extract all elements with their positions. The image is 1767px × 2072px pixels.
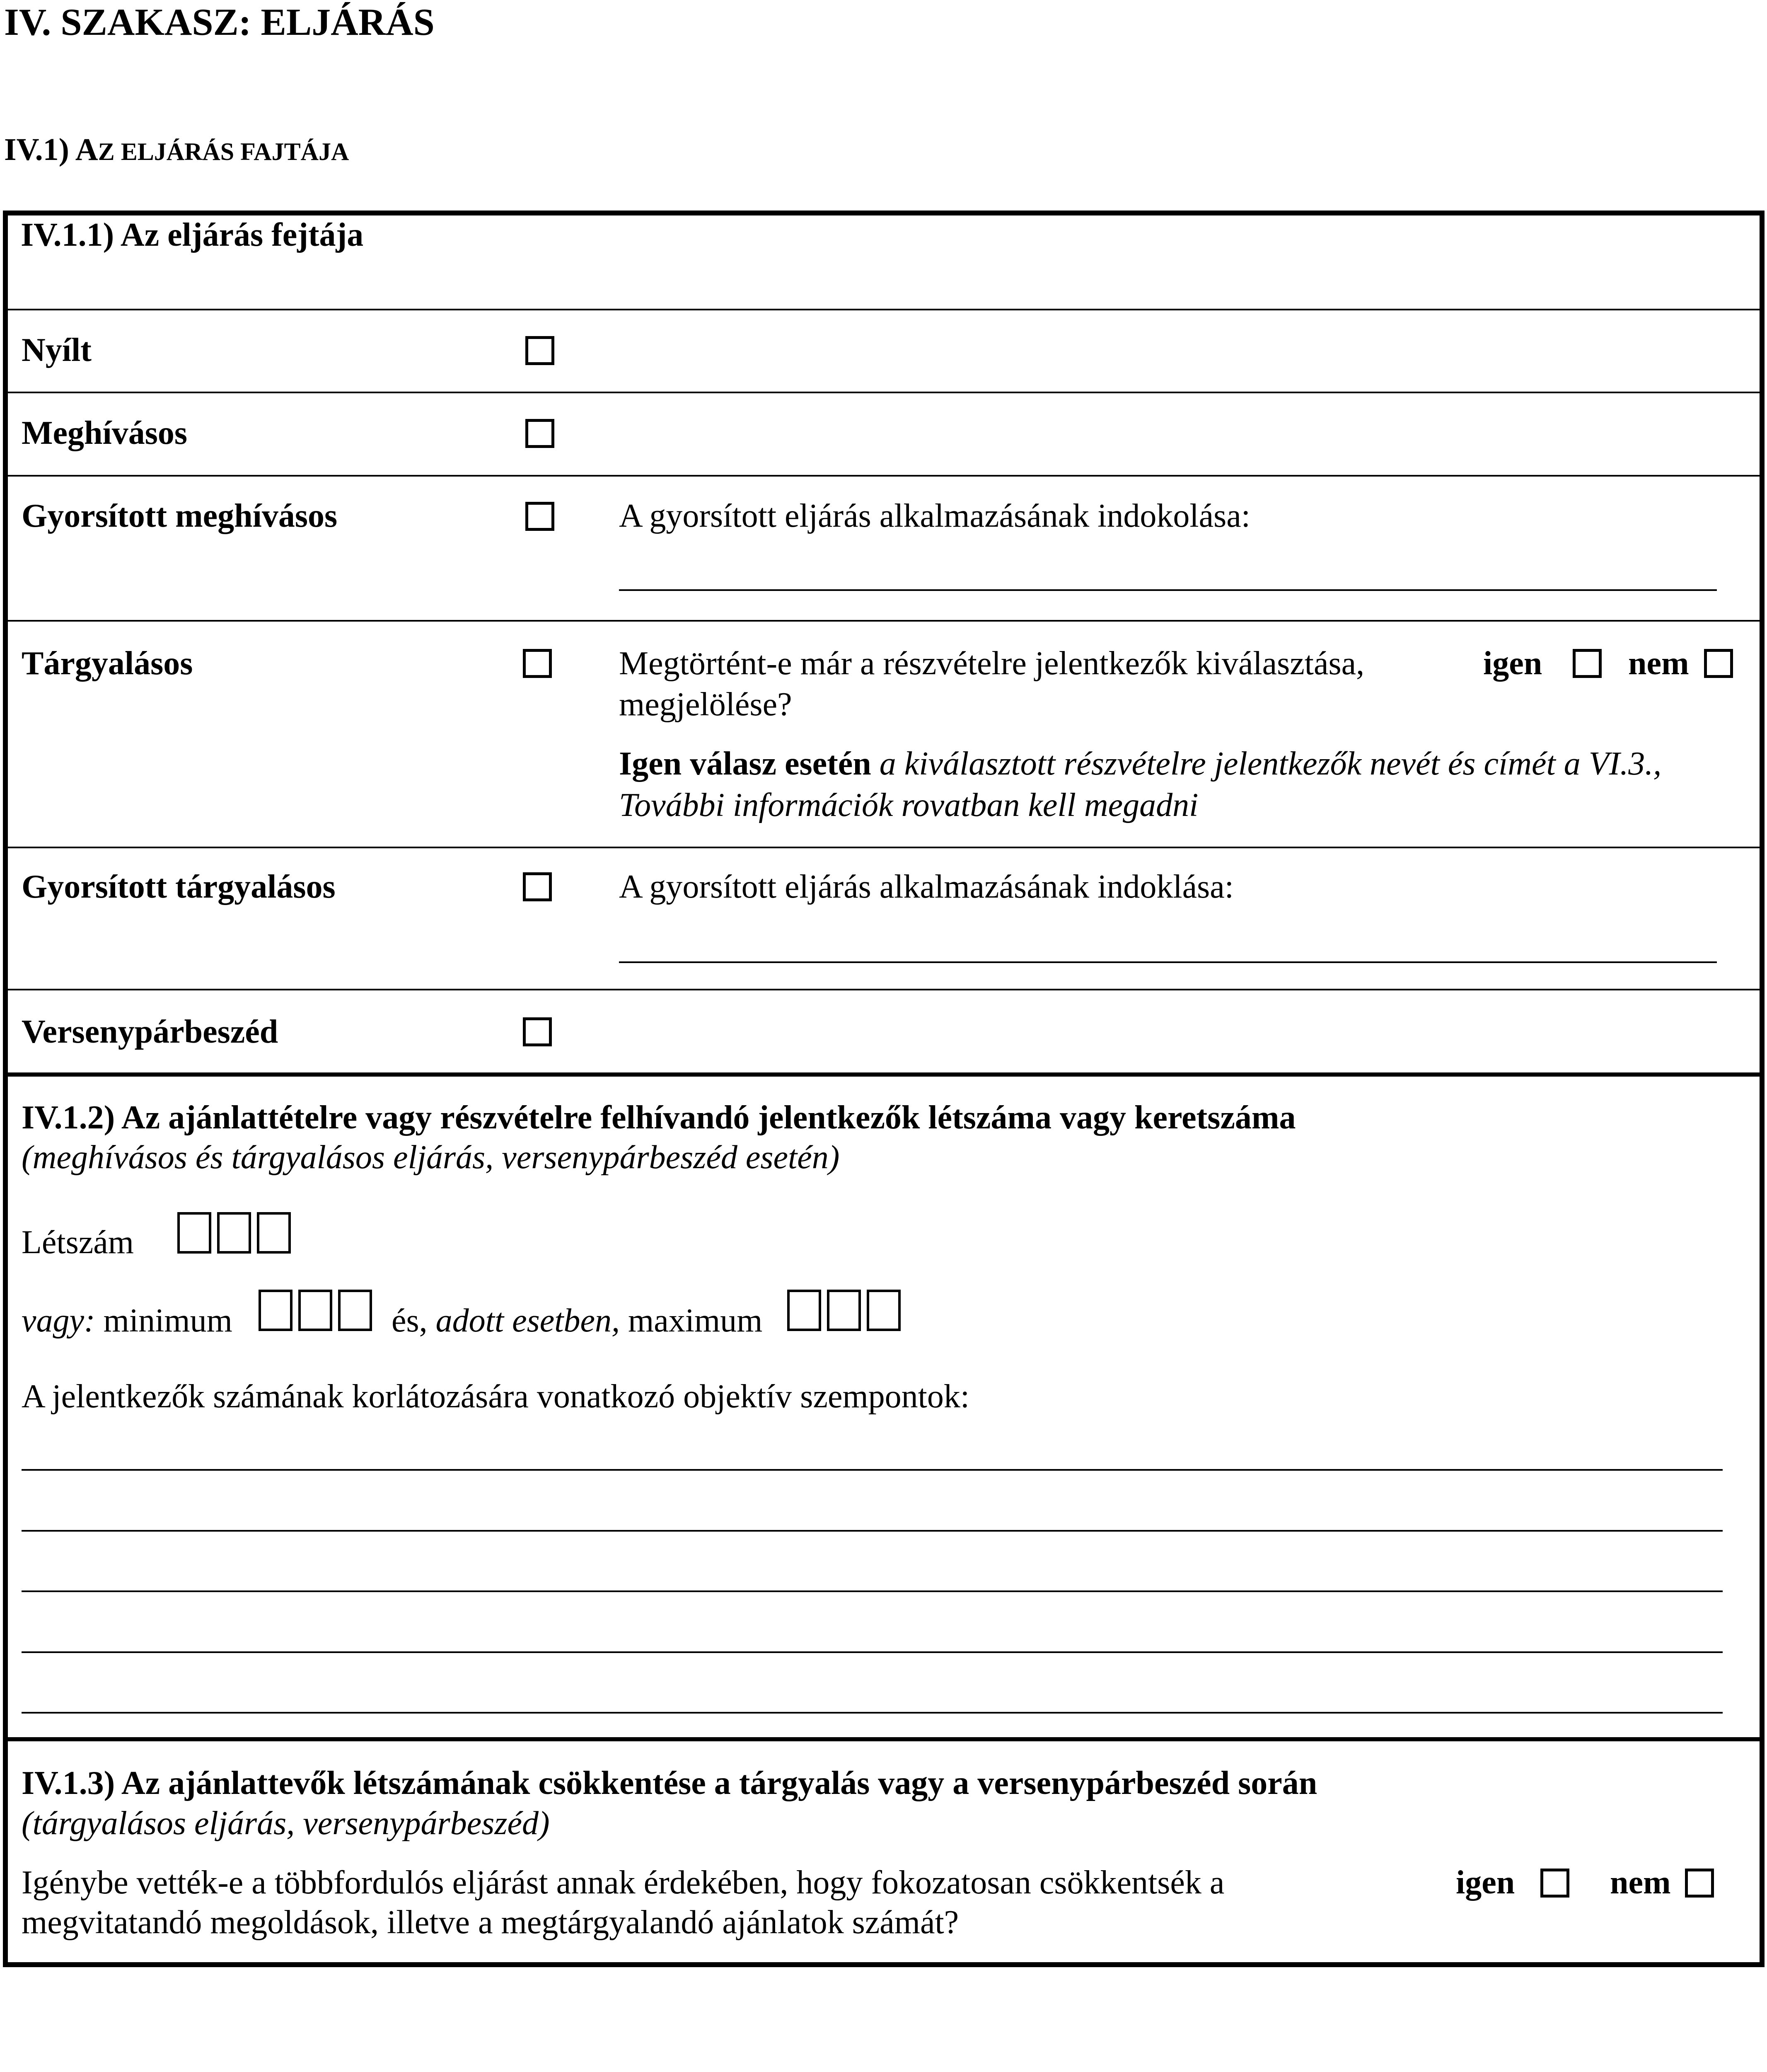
optional-label: adott esetben,	[427, 1302, 620, 1339]
checkbox-reduction-no[interactable]	[1685, 1869, 1714, 1898]
no-label: nem	[1628, 645, 1689, 682]
row-label-gyorsitott-meghivasos: Gyorsított meghívásos	[22, 498, 338, 534]
checkbox-selection-no[interactable]	[1704, 649, 1733, 678]
checkbox-gyorsitott-meghivasos[interactable]	[525, 502, 554, 531]
block-divider	[3, 1072, 1765, 1077]
checkbox-reduction-yes[interactable]	[1540, 1869, 1569, 1898]
max-label: maximum	[619, 1302, 763, 1339]
max-digit-1[interactable]	[787, 1290, 821, 1331]
max-digit-2[interactable]	[827, 1290, 861, 1331]
block2-subheading: (meghívásos és tárgyalásos eljárás, versenypárbeszéd esetén)	[22, 1139, 840, 1176]
or-label: vagy:	[22, 1302, 95, 1339]
selection-question-line2: megjelölése?	[619, 686, 792, 723]
row-divider	[3, 475, 1765, 477]
count-label: Létszám	[22, 1224, 134, 1261]
reason-input-line[interactable]	[619, 589, 1717, 591]
max-digit-3[interactable]	[867, 1290, 901, 1331]
criteria-input-line[interactable]	[22, 1651, 1723, 1653]
yes-label: igen	[1483, 645, 1542, 682]
checkbox-selection-yes[interactable]	[1573, 649, 1602, 678]
reason-label: A gyorsított eljárás alkalmazásának indokolása:	[619, 498, 1250, 534]
criteria-input-line[interactable]	[22, 1590, 1723, 1592]
checkbox-nyilt[interactable]	[525, 336, 554, 365]
block2-heading: IV.1.2) Az ajánlattételre vagy részvételre felhívandó jelentkezők létszáma vagy keretszáma	[22, 1099, 1296, 1136]
row-divider	[3, 989, 1765, 990]
no-label: nem	[1610, 1864, 1671, 1901]
row-label-meghivasos: Meghívásos	[22, 415, 187, 451]
criteria-input-line[interactable]	[22, 1469, 1723, 1471]
checkbox-gyorsitott-targyalasos[interactable]	[523, 872, 552, 901]
row-divider	[3, 847, 1765, 848]
reduction-question-line1: Igénybe vették-e a többfordulós eljárást annak érdekében, hogy fokozatosan csökkentsék a	[22, 1864, 1225, 1901]
subsection-smallcaps: Z ELJÁRÁS FAJTÁJA	[98, 138, 349, 165]
subsection-title	[4, 132, 349, 168]
row-divider	[3, 309, 1765, 310]
block1-heading: IV.1.1) Az eljárás fejtája	[21, 217, 364, 253]
min-max-row	[22, 1302, 232, 1340]
form-box	[3, 211, 1765, 1967]
criteria-input-line[interactable]	[22, 1712, 1723, 1714]
block3-heading: IV.1.3) Az ajánlattevők létszámának csökkentése a tárgyalás vagy a versenypárbeszéd során	[22, 1765, 1317, 1801]
criteria-input-line[interactable]	[22, 1530, 1723, 1532]
count-digit-2[interactable]	[217, 1212, 251, 1254]
reduction-question-line2: megvitatandó megoldások, illetve a megtárgyalandó ajánlatok számát?	[22, 1904, 959, 1941]
subsection-prefix: IV.1) A	[4, 132, 98, 167]
min-digit-1[interactable]	[259, 1290, 292, 1331]
row-label-gyorsitott-targyalasos: Gyorsított tárgyalásos	[22, 869, 336, 905]
checkbox-meghivasos[interactable]	[525, 419, 554, 448]
checkbox-targyalasos[interactable]	[523, 649, 552, 678]
selection-hint-line2: További információk rovatban kell megadni	[619, 787, 1199, 823]
selection-question-line1: Megtörtént-e már a részvételre jelentkezők kiválasztása,	[619, 645, 1365, 682]
block-divider	[3, 1737, 1765, 1741]
checkbox-versenyparbeszed[interactable]	[523, 1017, 552, 1046]
row-divider	[3, 392, 1765, 393]
min-label: minimum	[95, 1302, 232, 1339]
criteria-label: A jelentkezők számának korlátozására vonatkozó objektív szempontok:	[22, 1378, 970, 1415]
yes-label: igen	[1456, 1864, 1515, 1901]
row-label-targyalasos: Tárgyalásos	[22, 645, 193, 682]
reason-input-line[interactable]	[619, 961, 1717, 963]
selection-hint-line1	[619, 745, 1661, 783]
block3-subheading: (tárgyalásos eljárás, versenypárbeszéd)	[22, 1805, 550, 1842]
row-label-nyilt: Nyílt	[22, 332, 92, 368]
row-divider	[3, 620, 1765, 622]
count-digit-3[interactable]	[257, 1212, 291, 1254]
selection-hint-bold: Igen válasz esetén	[619, 746, 871, 782]
min-digit-2[interactable]	[298, 1290, 332, 1331]
count-digit-1[interactable]	[177, 1212, 211, 1254]
selection-hint-italic: a kiválasztott részvételre jelentkezők nevét és címét a VI.3.,	[871, 746, 1662, 782]
reason-label: A gyorsított eljárás alkalmazásának indoklása:	[619, 869, 1234, 905]
max-label-group	[392, 1302, 762, 1340]
and-label: és,	[392, 1302, 428, 1339]
min-digit-3[interactable]	[338, 1290, 372, 1331]
section-title: IV. SZAKASZ: ELJÁRÁS	[4, 1, 435, 43]
row-label-versenyparbeszed: Versenypárbeszéd	[22, 1014, 278, 1050]
